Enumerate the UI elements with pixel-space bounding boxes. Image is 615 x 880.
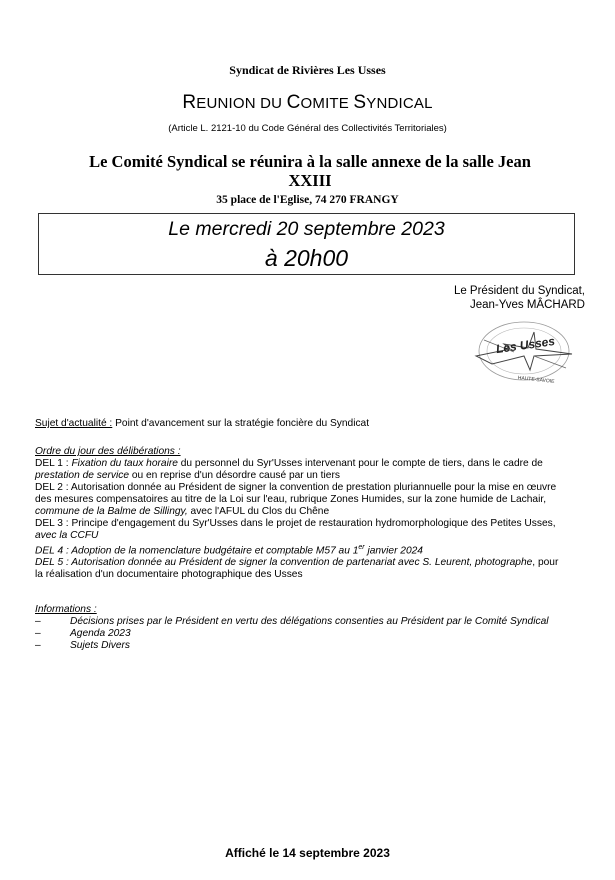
- signatory-name: Jean-Yves MÂCHARD: [469, 299, 585, 311]
- deliberation-item: DEL 3 : Principe d'engagement du Syr'Usses dans le projet de restauration hydromorphologique des Petites Usses,: [35, 518, 556, 529]
- title-part: OMITE: [300, 95, 354, 112]
- information-item: – Décisions prises par le Président en vertu des délégations consenties au Président par le Comité Syndical: [35, 616, 549, 627]
- deliberation-item: DEL 4 : Adoption de la nomenclature budgétaire et comptable M57 au 1er janvier 2024: [35, 544, 423, 557]
- venue-announcement: [30, 152, 590, 190]
- ordre-du-jour-section: [35, 446, 590, 581]
- actualite-section: [35, 418, 590, 430]
- title-part: C: [286, 92, 301, 113]
- logo-sublettering: HAUTE-SAVOIE: [517, 375, 555, 385]
- deliberation-item-continued: des mesures compensatoires au titre de la Loi sur l'eau, rubrique Zones Humides, sur la zone humide de Lachair,: [35, 494, 547, 505]
- title-part: S: [353, 92, 367, 113]
- title-part: YNDICAL: [366, 95, 433, 112]
- meeting-time: à 20h00: [264, 245, 349, 271]
- deliberation-item: DEL 2 : Autorisation donnée au Président de signer la convention de prestation pluriannuelle pour la mise en œuvre: [35, 482, 557, 493]
- informations-section: [35, 604, 590, 652]
- deliberation-item-continued: avec la CCFU: [35, 530, 99, 541]
- signatory-role: Le Président du Syndicat,: [453, 285, 585, 297]
- ordre-heading: Ordre du jour des délibérations :: [35, 446, 181, 457]
- title-part: EUNION DU: [196, 95, 287, 112]
- informations-heading: Informations :: [35, 604, 97, 615]
- venue-line: Le Comité Syndical se réunira à la salle annexe de la salle Jean: [89, 152, 531, 171]
- deliberation-item: DEL 1 : Fixation du taux horaire du personnel du Syr'Usses intervenant pour le compte de tiers, dans le cadre de: [35, 458, 543, 469]
- deliberation-item-continued: la réalisation d'un documentaire photographique des Usses: [35, 569, 303, 581]
- meeting-date: Le mercredi 20 septembre 2023: [168, 218, 445, 240]
- signatory: [454, 284, 585, 312]
- actualite-text: Point d'avancement sur la stratégie foncière du Syndicat: [112, 418, 370, 429]
- document-title: [0, 92, 615, 114]
- venue-line: XXIII: [288, 171, 332, 190]
- organization-name: Syndicat de Rivières Les Usses: [229, 63, 386, 77]
- syndicat-logo-stamp: [470, 318, 578, 386]
- logo-lettering: Les Usses: [495, 333, 556, 357]
- meeting-datetime-box: [38, 213, 575, 275]
- deliberation-item-continued: prestation de service ou en reprise d'un désordre causé par un tiers: [35, 470, 340, 481]
- article-reference: (Article L. 2121-10 du Code Général des Collectivités Territoriales): [168, 123, 447, 134]
- title-part: R: [182, 92, 197, 113]
- venue-address: 35 place de l'Eglise, 74 270 FRANGY: [216, 194, 399, 206]
- deliberation-item: DEL 5 : Autorisation donnée au Président de signer la convention de partenariat avec S. Leurent, photographe, pour: [35, 557, 559, 569]
- information-item: – Agenda 2023: [35, 628, 131, 639]
- posting-date: Affiché le 14 septembre 2023: [225, 846, 390, 860]
- actualite-label: Sujet d'actualité :: [35, 418, 113, 429]
- deliberation-item-continued: commune de la Balme de Sillingy, avec l'AFUL du Clos du Chêne: [35, 506, 330, 517]
- information-item: – Sujets Divers: [35, 640, 131, 651]
